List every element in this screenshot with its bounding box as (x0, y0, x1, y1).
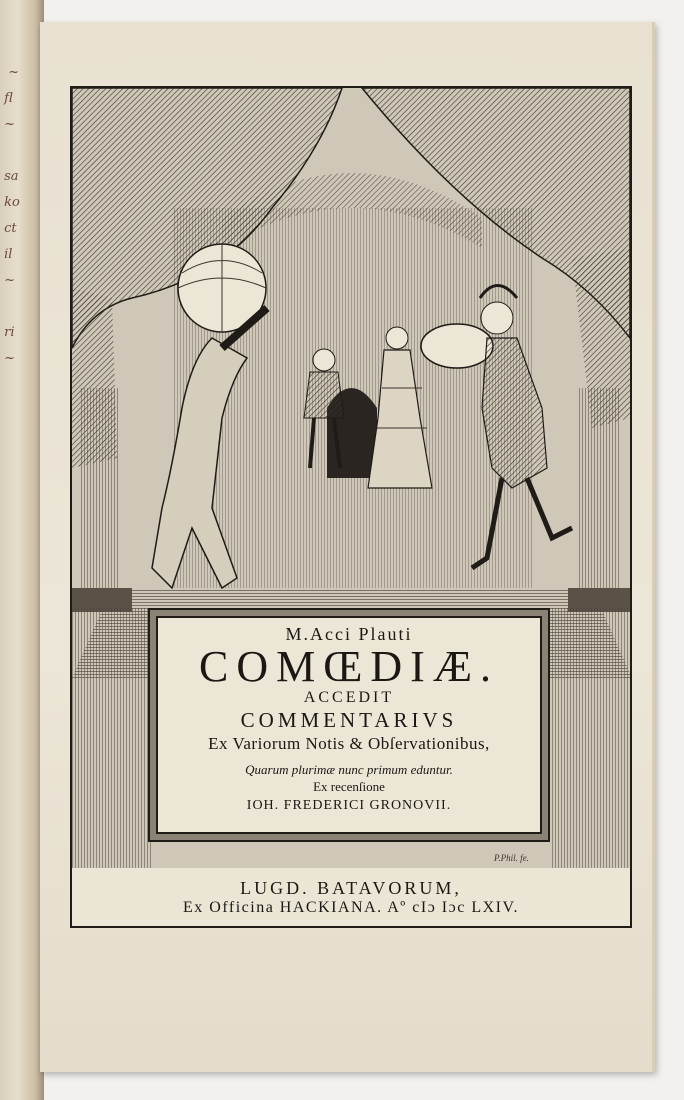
title-cartouche (156, 616, 542, 834)
engraver-signature: P.Phil. fe. (494, 853, 529, 863)
manuscript-annotation: ~ fl ~ sa ko ct il ~ ri ~ (4, 65, 20, 366)
author-line: M.Acci Plauti (285, 624, 413, 644)
variorum-line: Ex Variorum Notis & Obſervationibus, (208, 734, 490, 753)
imprint-publisher: Ex Officina HACKIANA. Aº cIɔ Iɔc LXIV. (183, 899, 519, 916)
adjacent-leaf (0, 0, 44, 1100)
main-title: COMŒDIÆ. (199, 642, 499, 691)
editor-line: IOH. FREDERICI GRONOVII. (246, 798, 452, 813)
imprint-box (70, 868, 632, 928)
imprint-place: LUGD. BATAVORUM, (240, 878, 462, 898)
quarum-line: Quarum plurimæ nunc primum eduntur. (245, 762, 453, 777)
commentarius-line: COMMENTARIVS (240, 708, 458, 732)
recensione-line: Ex recenſione (313, 779, 385, 794)
accedit-line: ACCEDIT (303, 689, 395, 706)
